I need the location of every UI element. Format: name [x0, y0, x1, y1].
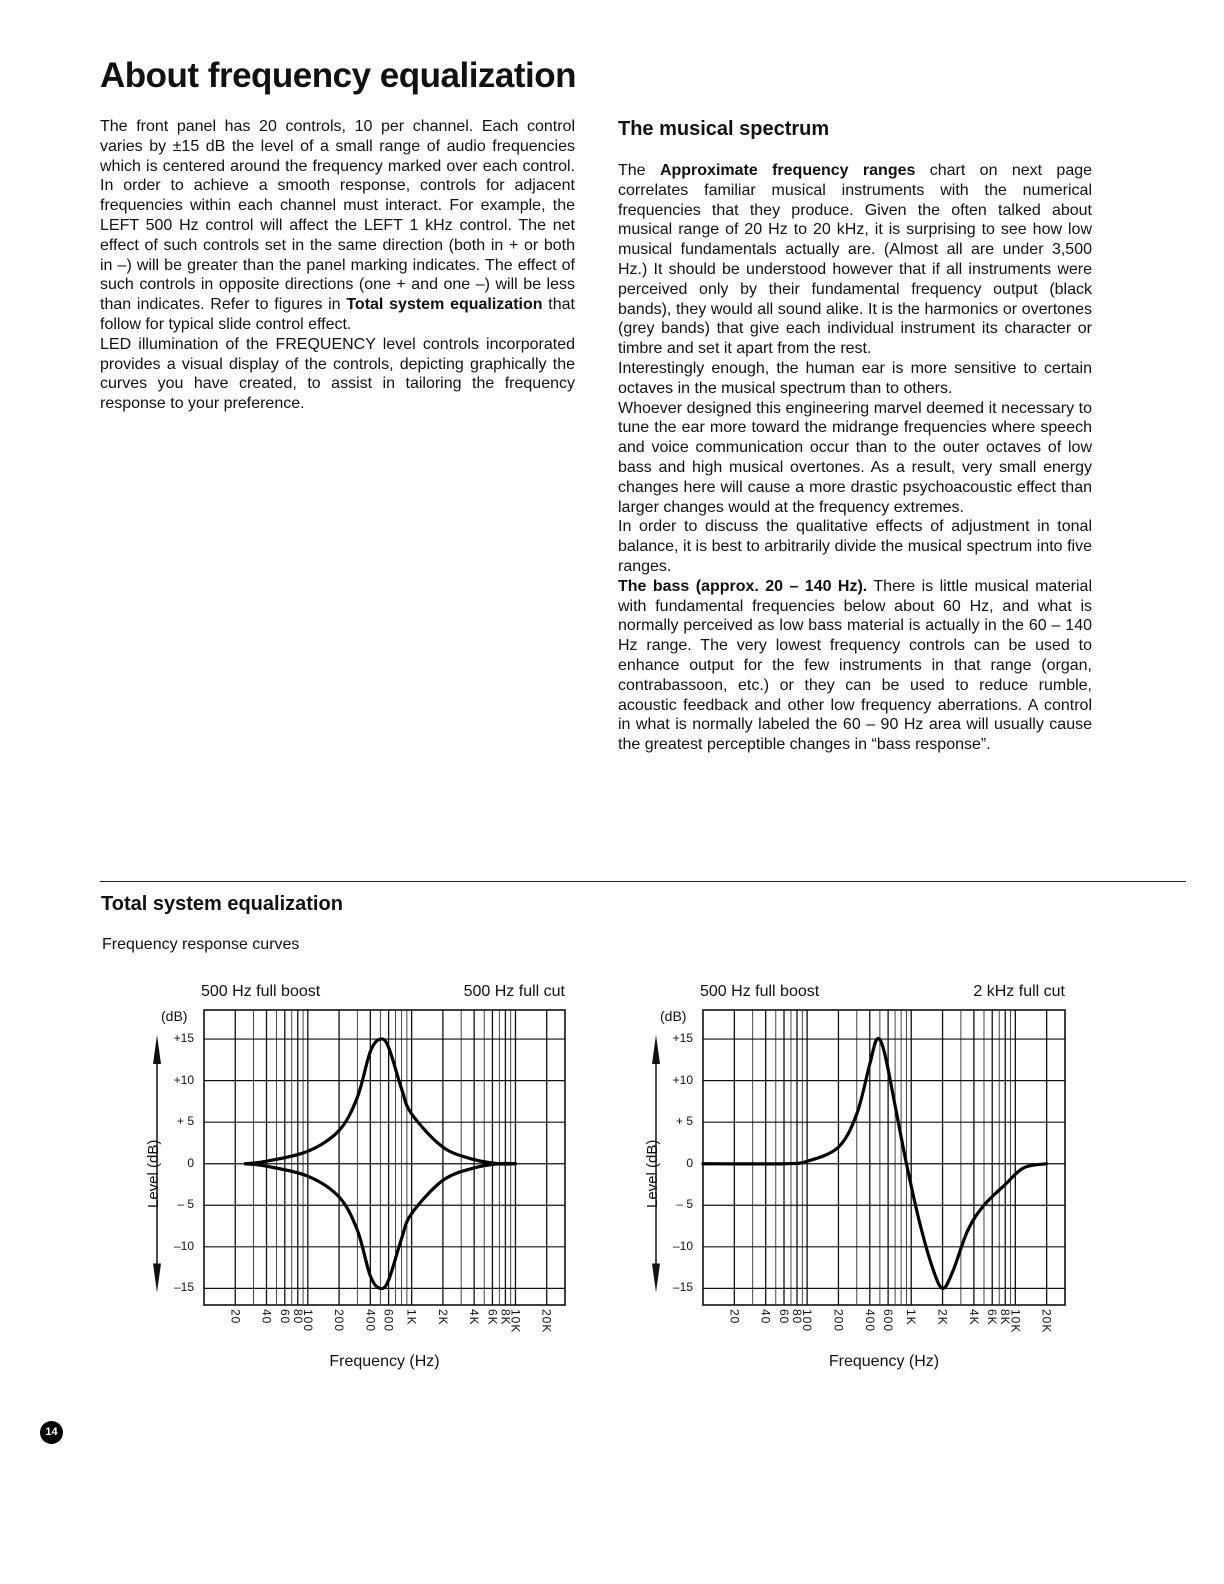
right-column [618, 161, 1092, 755]
x-tick-label: 1K [904, 1309, 919, 1326]
musical-spectrum-heading: The musical spectrum [618, 118, 830, 140]
y-tick-label: + 5 [176, 1114, 194, 1129]
x-tick-label: 400 [363, 1309, 378, 1333]
text: There is little musical material with fundamental frequencies below about 60 Hz, and what is normally perceived as low bass material is actually in the 60 – 140 Hz range. The very lowest frequency controls can be used to enhance output for the few instruments in that range (organ, contrabassoon, etc.) or they can be used to reduce rumble, acoustic feedback and other low frequency aberrations. A control in what is normally labeled the 60 – 90 Hz area will usually cause the greatest perceptible changes in “bass response”. [618, 577, 1093, 754]
x-tick-label: 100 [800, 1309, 815, 1333]
y-tick-label: – 5 [676, 1197, 693, 1212]
y-tick-label: 0 [187, 1155, 194, 1170]
y-tick-label: +10 [173, 1072, 194, 1087]
paragraph: Interestingly enough, the human ear is more sensitive to certain octaves in the musical spectrum than to others. [618, 359, 1092, 397]
y-unit-label: (dB) [660, 1008, 687, 1024]
x-tick-label: 4K [467, 1309, 482, 1326]
y-tick-label: +15 [173, 1031, 194, 1046]
x-tick-label: 600 [381, 1309, 396, 1333]
x-tick-label: 20K [539, 1309, 554, 1334]
y-axis-title: Level (dB) [145, 1139, 162, 1208]
x-tick-label: 20 [228, 1309, 243, 1325]
response-curve [245, 1163, 515, 1288]
text: that follow for typical slide control effect. [100, 296, 575, 333]
y-tick-label: +10 [672, 1072, 693, 1087]
section-divider [100, 881, 1186, 882]
y-tick-label: – 5 [177, 1197, 194, 1212]
bass-heading: The bass (approx. 20 – 140 Hz). [618, 577, 868, 595]
x-tick-label: 2K [935, 1309, 950, 1326]
page-number: 14 [40, 1421, 63, 1444]
x-tick-label: 2K [435, 1309, 450, 1326]
x-tick-label: 60 [277, 1309, 292, 1325]
x-tick-label: 600 [881, 1309, 896, 1333]
plot-frame [204, 1010, 565, 1305]
chart-title-left: 500 Hz full boost [700, 983, 820, 1000]
x-tick-label: 10K [508, 1309, 523, 1334]
x-tick-label: 80 [790, 1309, 805, 1325]
arrow-up-icon [652, 1035, 660, 1064]
response-curve [703, 1039, 1047, 1289]
x-tick-label: 100 [300, 1309, 315, 1333]
x-tick-label: 20K [1039, 1309, 1054, 1334]
x-tick-label: 20 [727, 1309, 742, 1325]
x-tick-label: 200 [831, 1309, 846, 1333]
bold-reference: Approximate frequency ranges [659, 162, 916, 179]
paragraph [618, 161, 1092, 359]
x-tick-label: 8K [998, 1309, 1013, 1326]
chart-title-right: 2 kHz full cut [973, 983, 1065, 1000]
arrow-up-icon [153, 1035, 161, 1064]
y-tick-label: –10 [173, 1238, 194, 1253]
x-tick-label: 400 [862, 1309, 877, 1333]
arrow-down-icon [153, 1263, 161, 1292]
x-axis-title: Frequency (Hz) [828, 1353, 940, 1370]
plot-frame [703, 1010, 1065, 1305]
paragraph: In order to discuss the qualitative effects of adjustment in tonal balance, it is best to arbitrarily divide the musical spectrum into five ranges. [618, 518, 1092, 575]
y-tick-label: +15 [672, 1031, 693, 1046]
left-column [100, 117, 575, 414]
x-tick-label: 10K [1008, 1309, 1023, 1334]
y-tick-label: –15 [672, 1280, 693, 1295]
text: The front panel has 20 controls, 10 per channel. Each control varies by ±15 dB the level of a small range of audio frequencies which is centered around the frequency marked over each control. In order to achieve a smooth response, controls for adjacent frequencies within each channel must interact. For example, the LEFT 500 Hz control will affect the LEFT 1 kHz control. The net effect of such controls set in the same direction (both in + or both in –) will be greater than the panel marking indicates. The effect of such controls in opposite directions (one + and one –) will be less than indicates. Refer to figures in [100, 118, 575, 314]
x-tick-label: 80 [290, 1309, 305, 1325]
y-tick-label: 0 [686, 1155, 693, 1170]
chart-title-left: 500 Hz full boost [201, 983, 321, 1000]
text: The [618, 162, 660, 179]
x-tick-label: 60 [777, 1309, 791, 1325]
page-title: About frequency equalization [100, 56, 577, 95]
x-axis-title: Frequency (Hz) [329, 1353, 440, 1370]
paragraph [618, 577, 1092, 755]
bold-reference: Total system equalization [346, 296, 543, 314]
y-tick-label: + 5 [675, 1114, 693, 1129]
text: chart on next page correlates familiar musical instruments with the numerical frequencies that they produce. Given the often talked about musical range of 20 Hz to 20 kHz, it is surprising to see how low musical fundamentals actually are. (Almost all are under 3,500 Hz.) It should be understood however that if all instruments were perceived only by their fundamental frequency output (black bands), they would all sound alike. It is the harmonics or overtones (grey bands) that give each individual instrument its character or timbre and set it apart from the rest. [618, 162, 1093, 358]
figure-caption: Frequency response curves [102, 936, 300, 953]
x-tick-label: 40 [259, 1309, 274, 1325]
y-tick-label: –10 [672, 1238, 693, 1253]
x-tick-label: 6K [985, 1309, 1000, 1326]
response-curve [245, 1039, 515, 1164]
paragraph: Whoever designed this engineering marvel deemed it necessary to tune the ear more toward the midrange frequencies where speech and voice communication occur than to the outer octaves of low bass and high musical overtones. As a result, very small energy changes here will cause a more drastic psychoacoustic effect than larger changes would at the frequency extremes. [618, 399, 1092, 516]
x-tick-label: 1K [404, 1309, 419, 1326]
x-tick-label: 40 [758, 1309, 773, 1325]
arrow-down-icon [652, 1263, 660, 1292]
section-heading: Total system equalization [101, 893, 343, 915]
led-paragraph: LED illumination of the FREQUENCY level controls incorporated provides a visual display of the controls, depicting graphically the curves you have created, to assist in tailoring the frequency response to your preference. [100, 335, 575, 413]
y-unit-label: (dB) [161, 1008, 188, 1024]
x-tick-label: 6K [485, 1309, 500, 1326]
x-tick-label: 8K [498, 1309, 513, 1326]
y-tick-label: –15 [173, 1280, 194, 1295]
intro-paragraph [100, 117, 575, 335]
y-axis-title: Level (dB) [644, 1139, 661, 1208]
chart-title-right: 500 Hz full cut [463, 983, 565, 1000]
x-tick-label: 200 [332, 1309, 347, 1333]
x-tick-label: 4K [966, 1309, 981, 1326]
